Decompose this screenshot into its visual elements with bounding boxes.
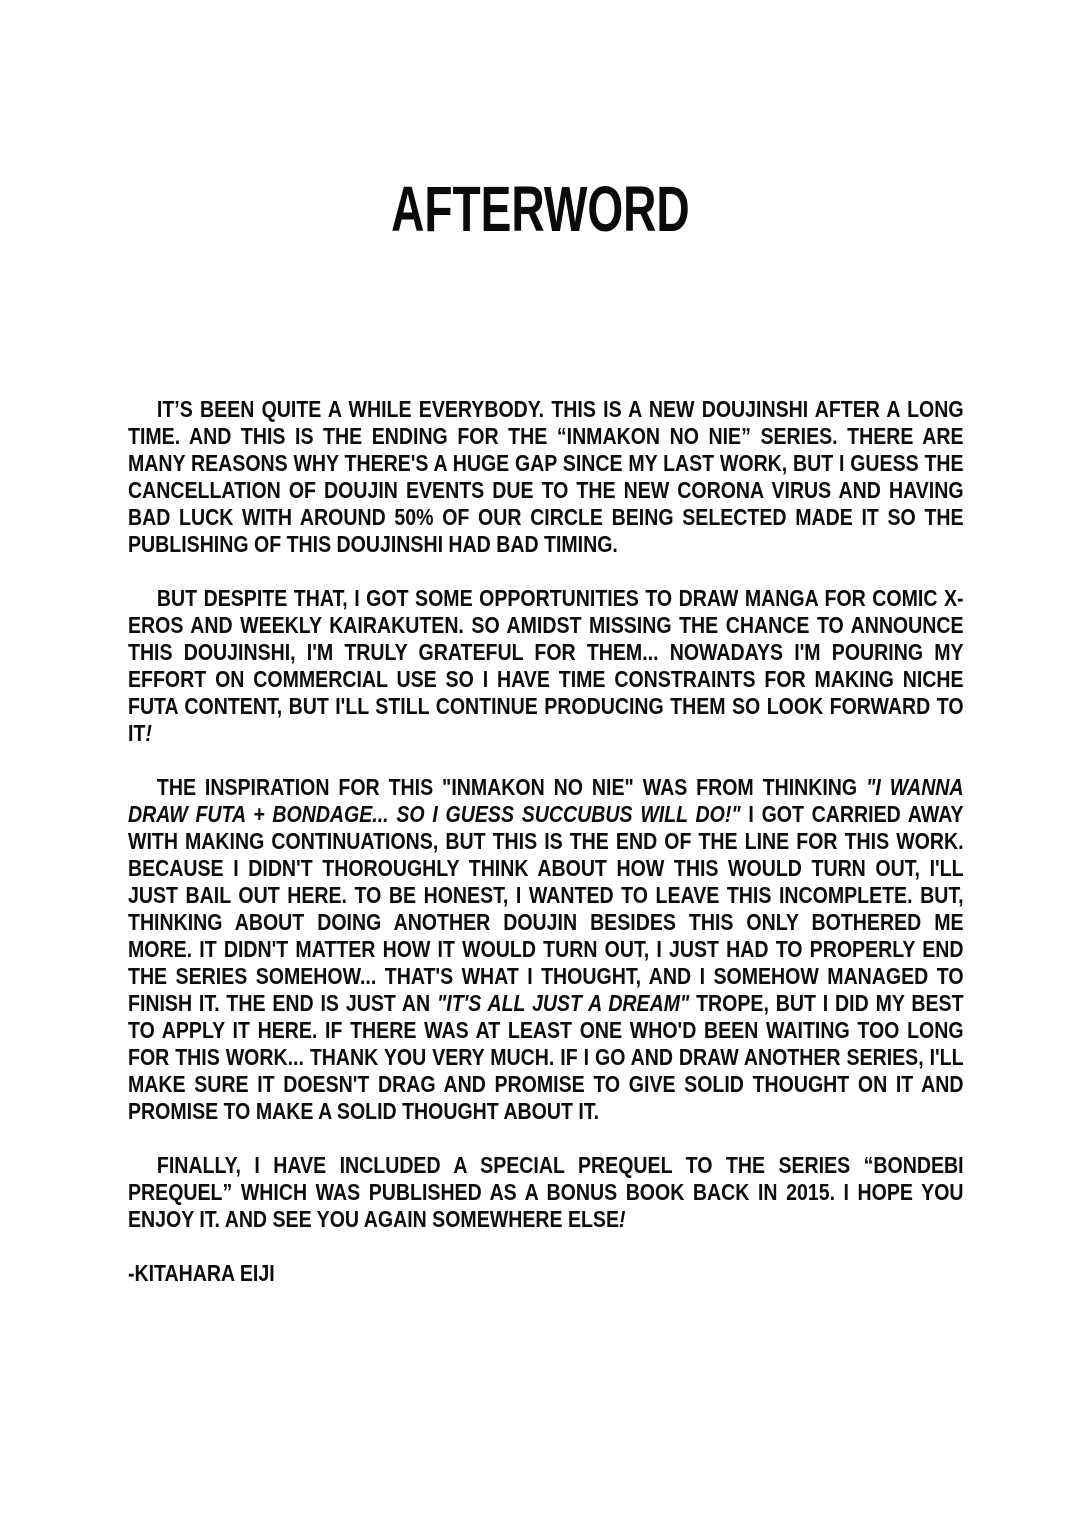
italic-text-run: ! (145, 720, 152, 746)
paragraph (128, 1152, 964, 1233)
title-area (0, 172, 1080, 246)
afterword-body (128, 396, 964, 1287)
page-title: AFTERWORD (390, 173, 690, 245)
italic-text-run: "IT'S ALL JUST A DREAM" (437, 990, 690, 1016)
text-run: IT’S BEEN QUITE A WHILE EVERYBODY. THIS IS A NEW DOUJINSHI AFTER A LONG TIME. AND THIS IS THE ENDING FOR THE “INMAKON NO NIE” SERIES. THERE ARE MANY REASONS WHY THERE'S A HUGE GAP SINCE MY LAST WORK, BUT I GUESS THE CANCELLATION OF DOUJIN EVENTS DUE TO THE NEW CORONA VIRUS AND HAVING BAD LUCK WITH AROUND 50% OF OUR CIRCLE BEING SELECTED MADE IT SO THE PUBLISHING OF THIS DOUJINSHI HAD BAD TIMING. (128, 396, 964, 557)
paragraph (128, 396, 964, 558)
text-run: THE INSPIRATION FOR THIS "INMAKON NO NIE" WAS FROM THINKING (156, 774, 867, 800)
text-run: BUT DESPITE THAT, I GOT SOME OPPORTUNITIES TO DRAW MANGA FOR COMIC X-EROS AND WEEKLY KAIRAKUTEN. SO AMIDST MISSING THE CHANCE TO ANNOUNCE THIS DOUJINSHI, I'M TRULY GRATEFUL FOR THEM... NOWADAYS I'M POURING MY EFFORT ON COMMERCIAL USE SO I HAVE TIME CONSTRAINTS FOR MAKING NICHE FUTA CONTENT, BUT I'LL STILL CONTINUE PRODUCING THEM SO LOOK FORWARD TO IT (128, 585, 964, 746)
italic-text-run: "I WANNA DRAW FUTA + BONDAGE... SO I GUESS SUCCUBUS WILL DO!" (128, 774, 964, 827)
author-signature: -KITAHARA EIJI (128, 1260, 275, 1286)
italic-text-run: ! (619, 1206, 626, 1232)
paragraph (128, 585, 964, 747)
text-run: TROPE, BUT I DID MY BEST TO APPLY IT HERE. IF THERE WAS AT LEAST ONE WHO'D BEEN WAITING TOO LONG FOR THIS WORK... THANK YOU VERY MUCH. IF I GO AND DRAW ANOTHER SERIES, I'LL MAKE SURE IT DOESN'T DRAG AND PROMISE TO GIVE SOLID THOUGHT ON IT AND PROMISE TO MAKE A SOLID THOUGHT ABOUT IT. (128, 990, 964, 1124)
text-run: FINALLY, I HAVE INCLUDED A SPECIAL PREQUEL TO THE SERIES “BONDEBI PREQUEL” WHICH WAS PUBLISHED AS A BONUS BOOK BACK IN 2015. I HOPE YOU ENJOY IT. AND SEE YOU AGAIN SOMEWHERE ELSE (128, 1152, 964, 1232)
paragraph (128, 774, 964, 1125)
text-run: I GOT CARRIED AWAY WITH MAKING CONTINUATIONS, BUT THIS IS THE END OF THE LINE FOR THIS WORK. BECAUSE I DIDN'T THOROUGHLY THINK ABOUT HOW THIS WOULD TURN OUT, I'LL JUST BAIL OUT HERE. TO BE HONEST, I WANTED TO LEAVE THIS INCOMPLETE. BUT, THINKING ABOUT DOING ANOTHER DOUJIN BESIDES THIS ONLY BOTHERED ME MORE. IT DIDN'T MATTER HOW IT WOULD TURN OUT, I JUST HAD TO PROPERLY END THE SERIES SOMEHOW... THAT'S WHAT I THOUGHT, AND I SOMEHOW MANAGED TO FINISH IT. THE END IS JUST AN (128, 801, 964, 1016)
